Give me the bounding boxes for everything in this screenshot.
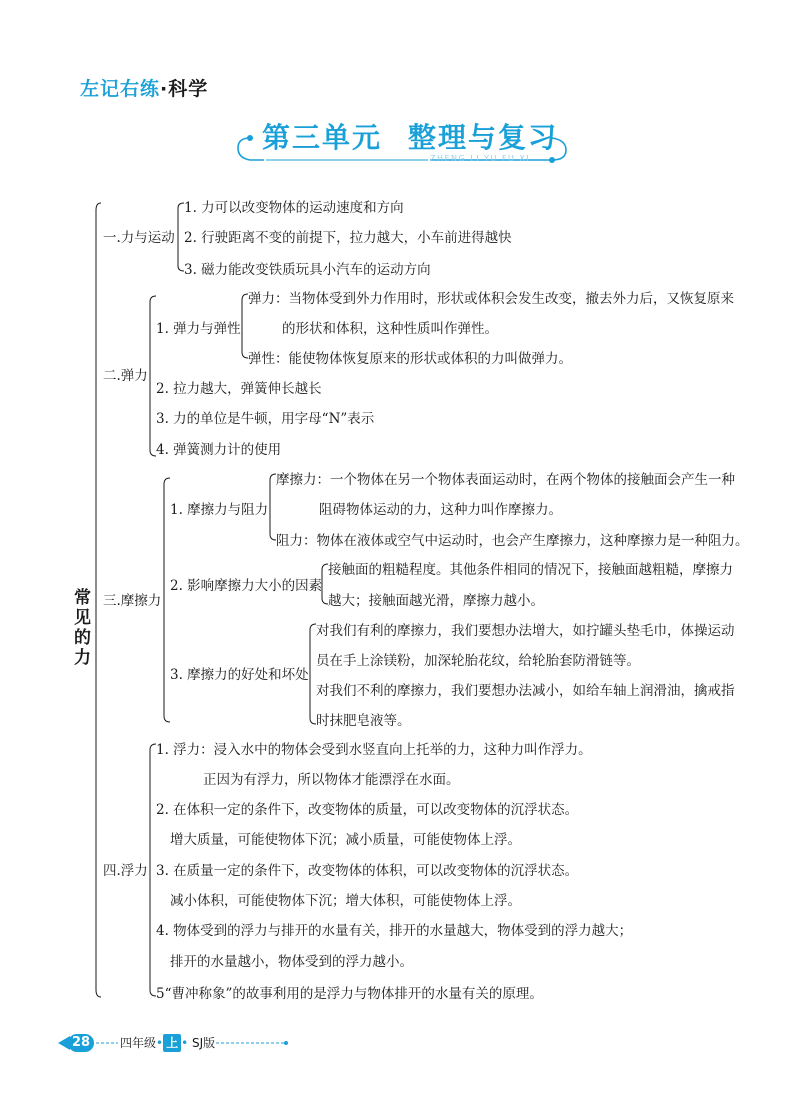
section-3-label: 三.摩擦力 (103, 593, 162, 609)
section-1-label: 一.力与运动 (103, 230, 175, 246)
buoyancy-line: 减小体积，可能使物体下沉；增大体积，可能使物体上浮。 (170, 893, 521, 909)
elastic-definition-line: 弹力：当物体受到外力作用时，形状或体积会发生改变，撤去外力后，又恢复原来 (248, 291, 734, 307)
section-1-item: 2. 行驶距离不变的前提下，拉力越大，小车前进得越快 (184, 230, 512, 246)
section-2-item: 2. 拉力越大，弹簧伸长越长 (156, 381, 322, 397)
section-2-item: 3. 力的单位是牛顿，用字母“N”表示 (156, 411, 375, 427)
section-2-item: 4. 弹簧测力计的使用 (156, 442, 282, 458)
friction-definition-line: 摩擦力：一个物体在另一个物体表面运动时，在两个物体的接触面会产生一种 (276, 472, 735, 488)
review-title: 整理与复习 (408, 121, 559, 154)
section-2-sub1-label: 1. 弹力与弹性 (156, 321, 241, 337)
footer-edition (120, 1034, 215, 1052)
section-1-item: 3. 磁力能改变铁质玩具小汽车的运动方向 (184, 262, 431, 278)
section-3-sub2-label: 2. 影响摩擦力大小的因素 (170, 578, 323, 594)
brand-subject: 科学 (168, 78, 209, 100)
buoyancy-line: 4. 物体受到的浮力与排开的水量有关，排开的水量越大，物体受到的浮力越大； (156, 923, 633, 939)
section-2-label: 二.弹力 (103, 368, 148, 384)
elastic-definition-line: 的形状和体积，这种性质叫作弹性。 (282, 321, 498, 337)
friction-bad-line: 对我们不利的摩擦力，我们要想办法减小，如给车轴上润滑油，擒戒指 (316, 683, 735, 699)
friction-good-line: 对我们有利的摩擦力，我们要想办法增大，如拧罐头垫毛巾，体操运动 (316, 623, 735, 639)
section-4-label: 四.浮力 (103, 863, 148, 879)
bullet-1: • (156, 1036, 164, 1050)
buoyancy-line: 1. 浮力：浸入水中的物体会受到水竖直向上托举的力，这种力叫作浮力。 (156, 742, 592, 758)
buoyancy-line: 排开的水量越小，物体受到的浮力越小。 (170, 954, 413, 970)
friction-factor-line: 接触面的粗糙程度。其他条件相同的情况下，接触面越粗糙，摩擦力 (328, 562, 733, 578)
section-3-sub3-label: 3. 摩擦力的好处和坏处 (170, 667, 309, 683)
page-number: 28 (68, 1034, 94, 1052)
buoyancy-line: 正因为有浮力，所以物体才能漂浮在水面。 (203, 772, 460, 788)
section-1-item: 1. 力可以改变物体的运动速度和方向 (184, 200, 404, 216)
buoyancy-line: 3. 在质量一定的条件下，改变物体的体积，可以改变物体的沉浮状态。 (156, 863, 579, 879)
buoyancy-line: 2. 在体积一定的条件下，改变物体的质量，可以改变物体的沉浮状态。 (156, 802, 579, 818)
resistance-definition: 阻力：物体在液体或空气中运动时，也会产生摩擦力，这种摩擦力是一种阻力。 (276, 533, 749, 549)
friction-good-line: 员在手上涂镁粉，加深轮胎花纹，给轮胎套防滑链等。 (316, 653, 640, 669)
title-pinyin: ZHENG LI YU FU XI (430, 154, 531, 163)
buoyancy-line: 5“曹冲称象”的故事利用的是浮力与物体排开的水量有关的原理。 (156, 986, 543, 1002)
grade-label: 四年级 (120, 1036, 157, 1050)
edition-label: SJ版 (192, 1036, 216, 1050)
elasticity-definition: 弹性：能使物体恢复原来的形状或体积的力叫做弹力。 (248, 351, 572, 367)
friction-bad-line: 时抹肥皂液等。 (316, 713, 411, 729)
friction-definition-line: 阻碍物体运动的力，这种力叫作摩擦力。 (319, 502, 562, 518)
bullet-2: • (181, 1036, 189, 1050)
brand-name: 左记右练 (80, 78, 161, 100)
friction-factor-line: 越大；接触面越光滑，摩擦力越小。 (328, 593, 544, 609)
brand-separator: · (160, 78, 169, 100)
unit-title: 第三单元 (262, 121, 383, 154)
buoyancy-line: 增大质量，可能使物体下沉；减小质量，可能使物体上浮。 (170, 832, 521, 848)
root-topic: 常见的力 (74, 588, 91, 668)
section-3-sub1-label: 1. 摩擦力与阻力 (170, 502, 269, 518)
volume-badge: 上 (163, 1034, 181, 1052)
